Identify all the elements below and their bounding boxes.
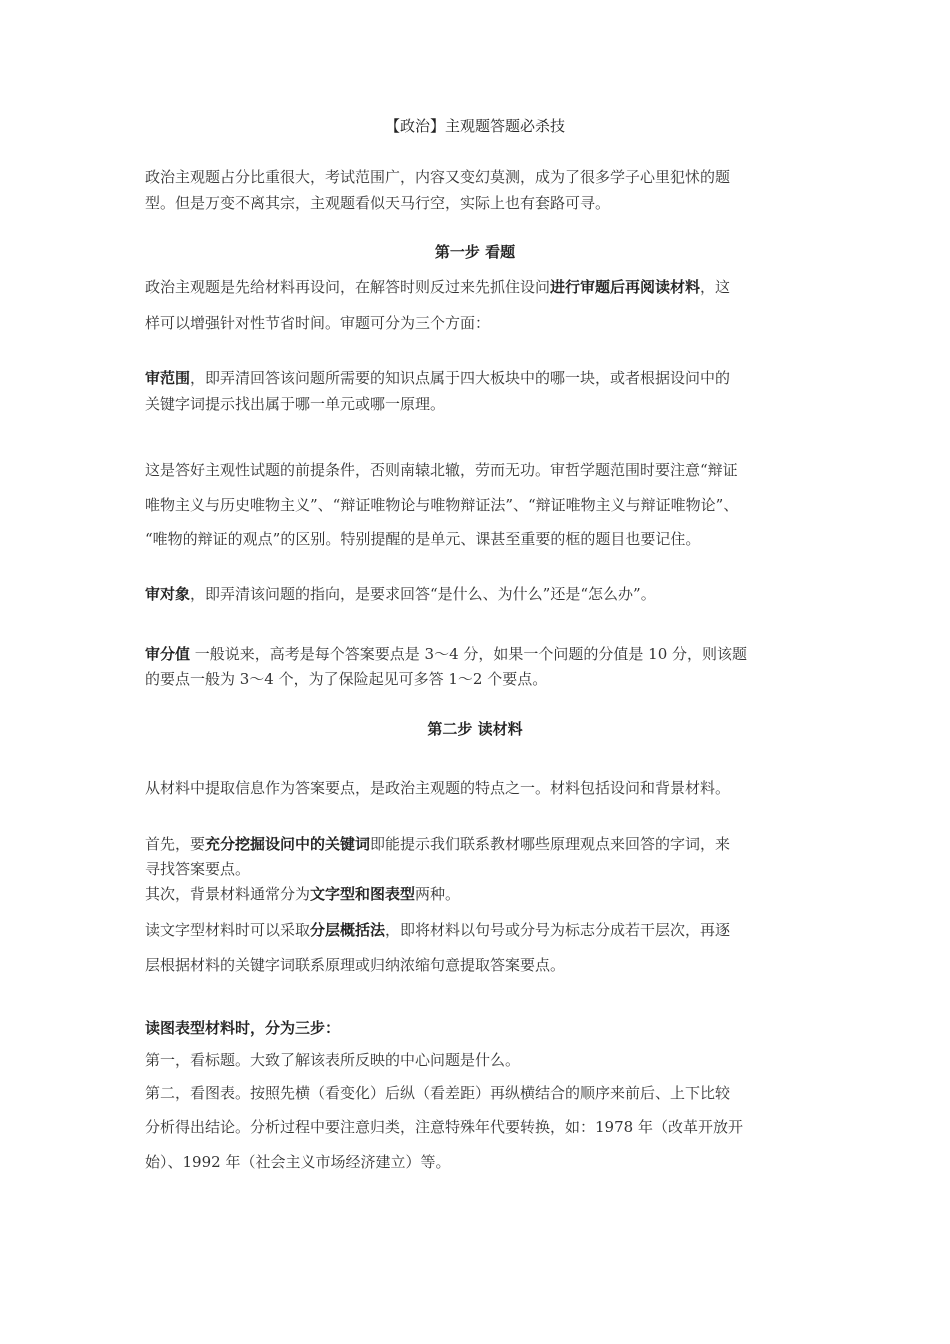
document-title: 【政治】主观题答题必杀技 [384,117,565,135]
review-score-line-1: 审分值 一般说来，高考是每个答案要点是 3～4 分，如果一个问题的分值是 10 分，则该题 [145,645,748,663]
step1-paragraph-line-2: 样可以增强针对性节省时间。审题可分为三个方面： [145,314,491,332]
chart-step-2-line-3: 始）、1992 年（社会主义市场经济建立）等。 [145,1153,451,1171]
step2-intro: 从材料中提取信息作为答案要点，是政治主观题的特点之一。材料包括设问和背景材料。 [145,779,731,797]
step1-heading: 第一步 看题 [434,243,516,261]
review-range-line-1: 审范围，即弄清回答该问题所需要的知识点属于四大板块中的哪一块，或者根据设问中的 [145,369,731,387]
note-line-3: “唯物的辩证的观点”的区别。特别提醒的是单元、课甚至重要的框的题目也要记住。 [145,530,701,548]
note-line-1: 这是答好主观性试题的前提条件，否则南辕北辙，劳而无功。审哲学题范围时要注意“辩证 [145,461,738,479]
review-object-term: 审对象 [145,585,191,603]
note-line-2: 唯物主义与历史唯物主义”、“辩证唯物论与唯物辩证法”、“辩证唯物主义与辩证唯物论”、 [145,496,739,514]
text-material-line-1: 读文字型材料时可以采取分层概括法，即将材料以句号或分号为标志分成若干层次，再逐 [145,921,731,939]
chart-step-2-line-2: 分析得出结论。分析过程中要注意归类，注意特殊年代要转换，如：1978 年（改革开放开 [145,1118,743,1136]
second-line: 其次，背景材料通常分为文字型和图表型两种。 [145,885,461,903]
chart-material-heading: 读图表型材料时，分为三步： [145,1019,341,1037]
first-line-2: 寻找答案要点。 [145,860,251,878]
review-score-line-2: 的要点一般为 3～4 个，为了保险起见可多答 1～2 个要点。 [145,670,548,688]
review-range-term: 审范围 [145,369,191,387]
review-range-line-2: 关键字词提示找出属于哪一单元或哪一原理。 [145,395,446,413]
step1-paragraph-line-1: 政治主观题是先给材料再设问，在解答时则反过来先抓住设问进行审题后再阅读材料，这 [145,278,731,296]
intro-line-2: 型。但是万变不离其宗，主观题看似天马行空，实际上也有套路可寻。 [145,194,611,212]
second-emphasis: 文字型和图表型 [310,885,416,903]
intro-line-1: 政治主观题占分比重很大，考试范围广，内容又变幻莫测，成为了很多学子心里犯怵的题 [145,168,731,186]
text-material-line-2: 层根据材料的关键字词联系原理或归纳浓缩句意提取答案要点。 [145,956,566,974]
first-line-1: 首先，要充分挖掘设问中的关键词即能提示我们联系教材哪些原理观点来回答的字词，来 [145,835,731,853]
chart-step-1: 第一，看标题。大致了解该表所反映的中心问题是什么。 [145,1051,521,1069]
step1-emphasis: 进行审题后再阅读材料 [550,278,701,296]
review-score-term: 审分值 [145,645,191,663]
step2-heading: 第二步 读材料 [427,720,523,738]
first-emphasis: 充分挖掘设问中的关键词 [205,835,371,853]
review-object-line: 审对象，即弄清该问题的指向，是要求回答“是什么、为什么”还是“怎么办”。 [145,585,656,603]
chart-step-2-line-1: 第二，看图表。按照先横（看变化）后纵（看差距）再纵横结合的顺序来前后、上下比较 [145,1084,731,1102]
text-material-emphasis: 分层概括法 [310,921,386,939]
